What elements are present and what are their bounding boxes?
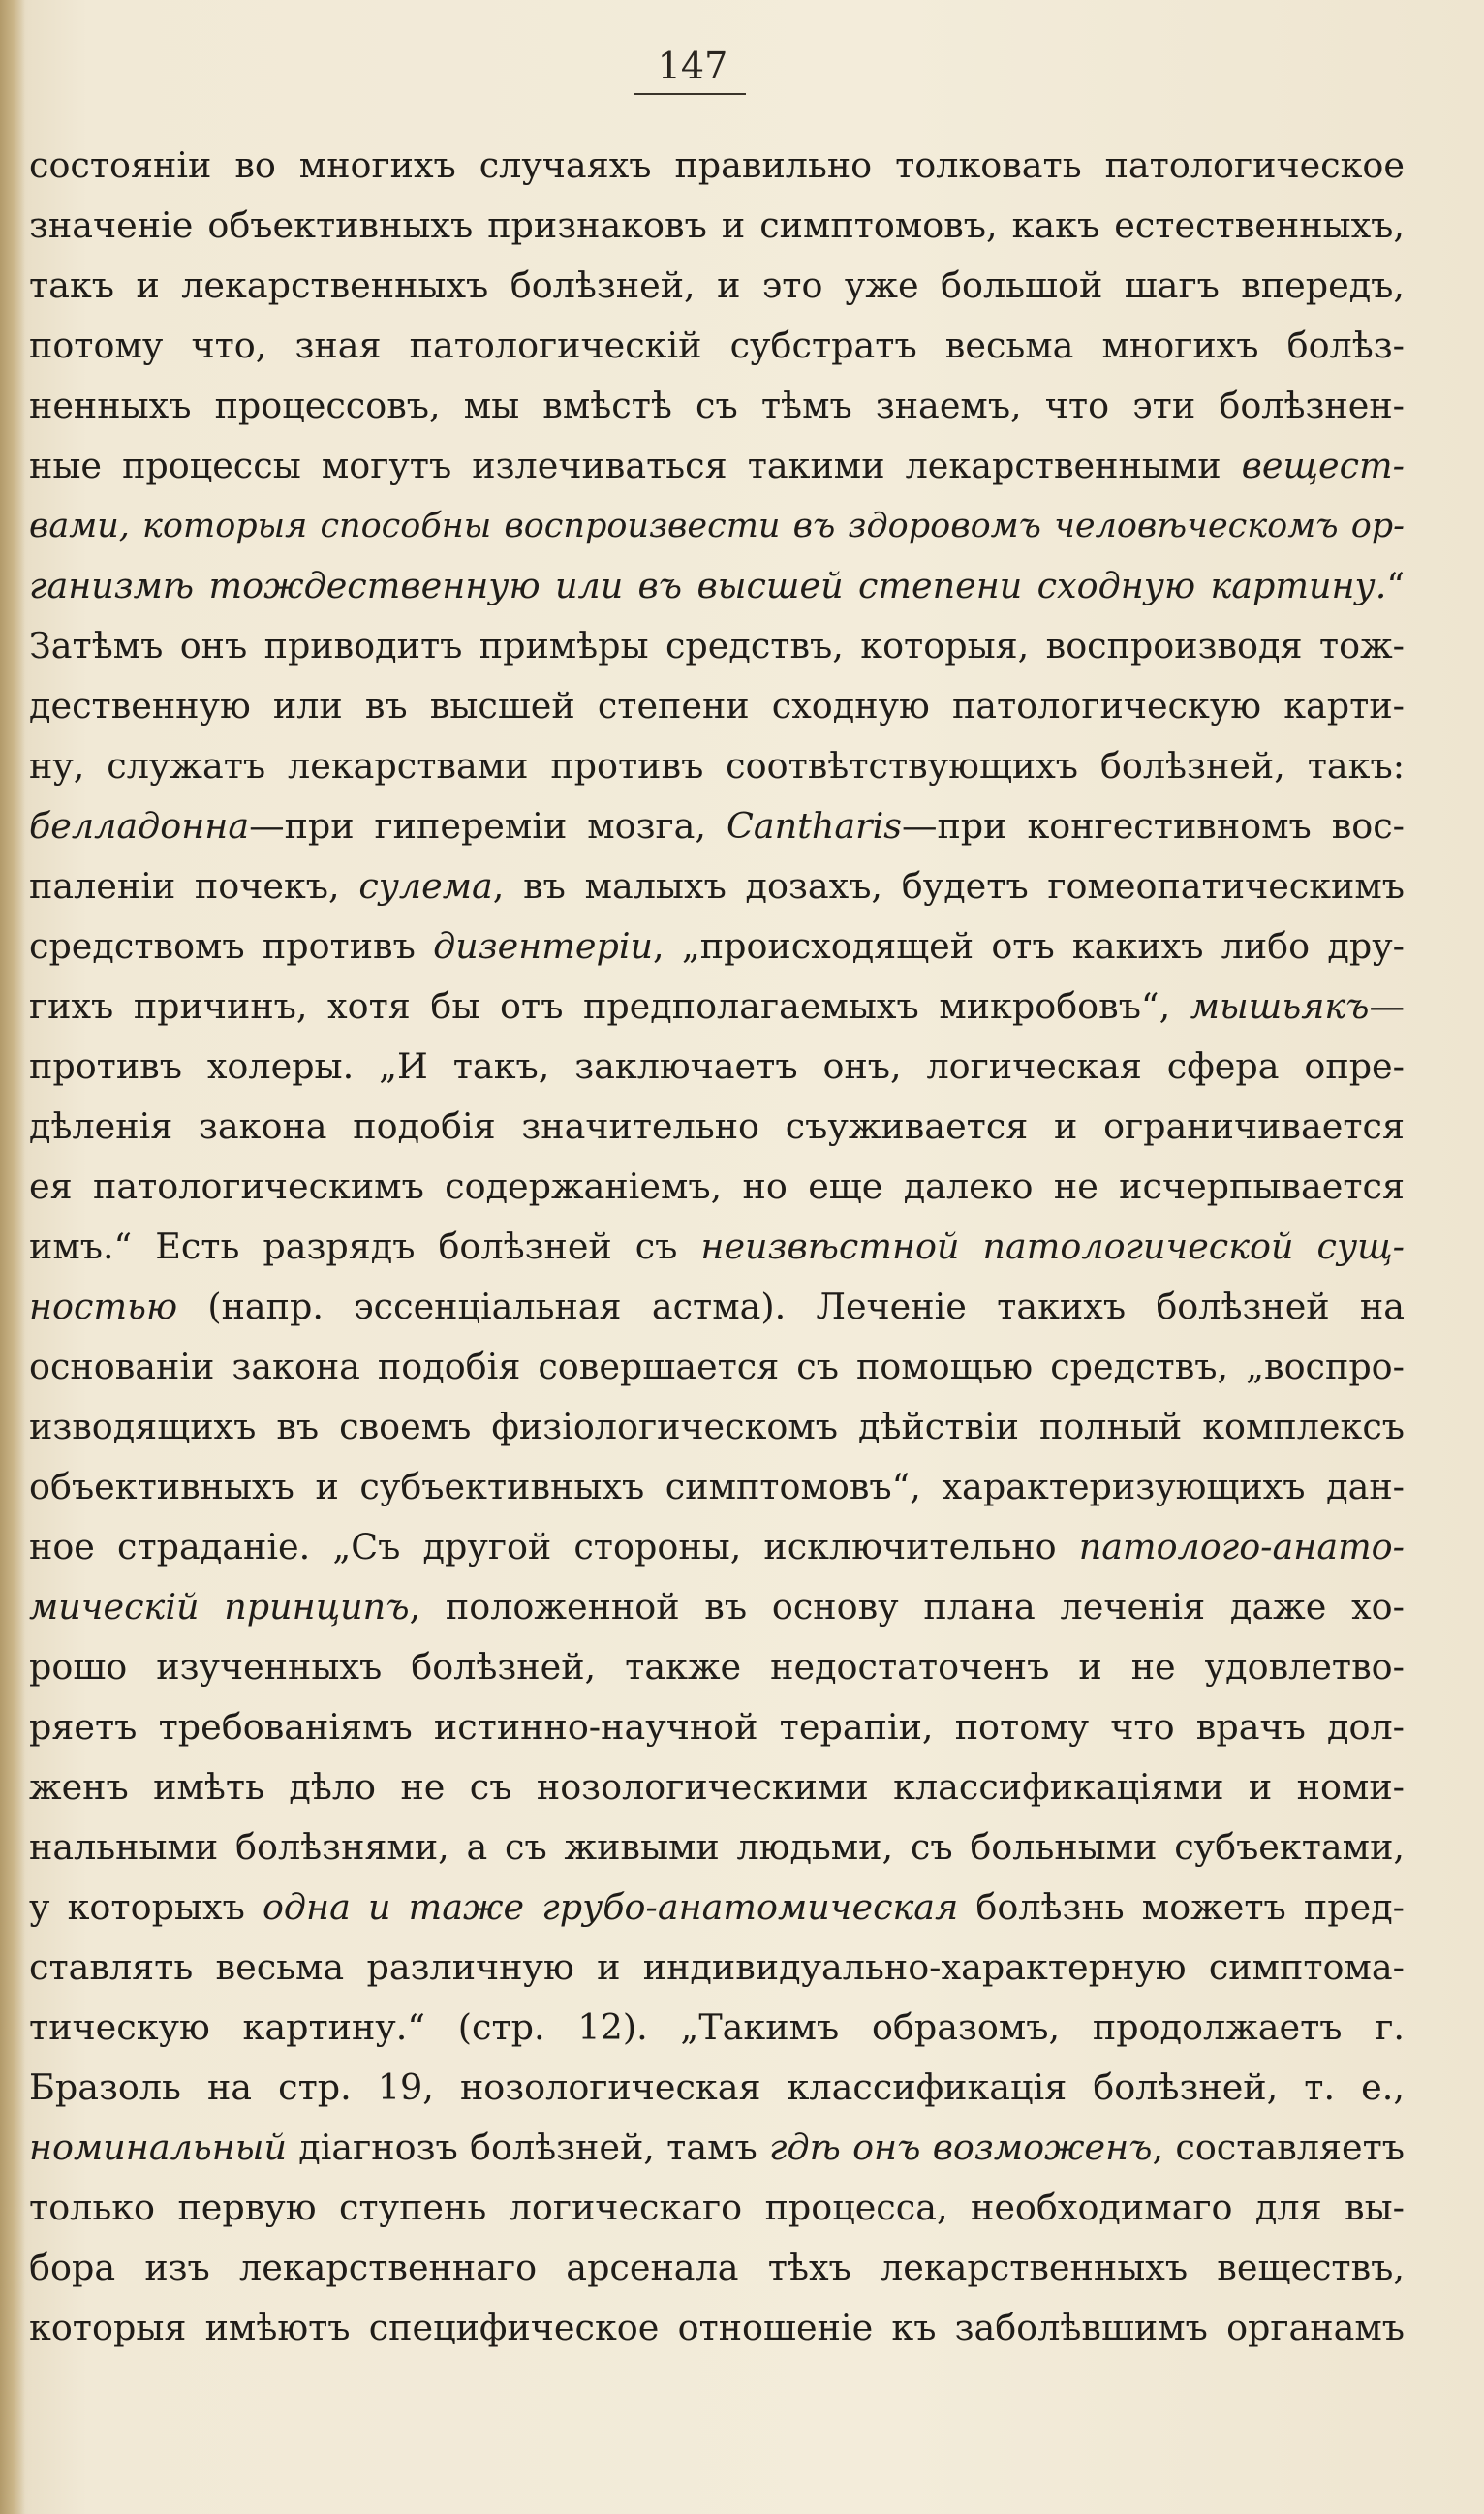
- text-segment: , въ малыхъ дозахъ, будетъ гомеопатическимъ: [492, 865, 1405, 907]
- text-segment: ное страданіе. „Съ другой стороны, исключительно: [29, 1526, 1079, 1567]
- italic-text-segment: ганизмѣ тождественную или въ высшей степени сходную картину.: [29, 565, 1387, 606]
- text-segment: Затѣмъ онъ приводитъ примѣры средствъ, которыя, воспроизводя тож-: [29, 625, 1405, 667]
- text-line: [29, 136, 1405, 196]
- text-line: [29, 1577, 1405, 1637]
- text-segment: имъ.“ Есть разрядъ болѣзней съ: [29, 1226, 701, 1267]
- text-segment: —при гипереміи мозга,: [249, 805, 727, 847]
- text-line: [29, 2118, 1405, 2178]
- page-gutter: [0, 0, 25, 2514]
- text-line: [29, 2298, 1405, 2358]
- text-segment: только первую ступень логическаго процесса, необходимаго для вы-: [29, 2187, 1405, 2228]
- text-segment: такъ и лекарственныхъ болѣзней, и это уже большой шагъ впередъ,: [29, 264, 1405, 306]
- page-number-rule: [634, 93, 746, 95]
- italic-text-segment: ностью: [29, 1286, 178, 1327]
- text-line: [29, 916, 1405, 977]
- text-segment: бора изъ лекарственнаго арсенала тѣхъ лекарственныхъ веществъ,: [29, 2247, 1405, 2288]
- text-line: [29, 1517, 1405, 1577]
- text-line: [29, 196, 1405, 256]
- italic-text-segment: одна и таже грубо-анатомическая: [262, 1886, 959, 1928]
- text-segment: “: [1386, 565, 1405, 606]
- italic-text-segment: вами, которыя способны воспроизвести въ здоровомъ человѣческомъ ор-: [29, 507, 1405, 545]
- text-line: [29, 1757, 1405, 1817]
- text-segment: которыя имѣютъ специфическое отношеніе къ заболѣвшимъ органамъ: [29, 2307, 1405, 2348]
- italic-text-segment: патолого-анато-: [1078, 1526, 1405, 1567]
- text-line: [29, 977, 1405, 1037]
- text-line: [29, 1637, 1405, 1697]
- text-segment: женъ имѣть дѣло не съ нозологическими классификаціями и номи-: [29, 1766, 1405, 1808]
- text-line: [29, 376, 1405, 436]
- text-segment: ну, служатъ лекарствами противъ соотвѣтствующихъ болѣзней, такъ:: [29, 745, 1405, 787]
- text-segment: —при конгестивномъ вос-: [901, 805, 1405, 847]
- italic-text-segment: сулема: [358, 865, 493, 907]
- text-line: [29, 1037, 1405, 1097]
- page-number: 147: [657, 45, 728, 87]
- text-segment: ставлять весьма различную и индивидуально-характерную симптома-: [29, 1946, 1405, 1988]
- text-line: [29, 496, 1405, 556]
- text-line: [29, 1697, 1405, 1757]
- italic-text-segment: мическій принципъ: [29, 1586, 410, 1628]
- text-segment: основаніи закона подобія совершается съ помощью средствъ, „воспро-: [29, 1346, 1405, 1387]
- italic-text-segment: дизентеріи: [433, 925, 654, 967]
- text-line: [29, 2238, 1405, 2298]
- italic-text-segment: мышьякъ: [1190, 985, 1370, 1027]
- text-segment: Бразоль на стр. 19, нозологическая классификація болѣзней, т. е.,: [29, 2066, 1405, 2108]
- body-text: [29, 136, 1405, 2358]
- text-line: [29, 316, 1405, 376]
- text-line: [29, 2058, 1405, 2118]
- text-segment: ея патологическимъ содержаніемъ, но еще далеко не исчерпывается: [29, 1165, 1405, 1207]
- text-segment: діагнозъ болѣзней, тамъ: [286, 2126, 770, 2168]
- text-segment: объективныхъ и субъективныхъ симптомовъ“, характеризующихъ дан-: [29, 1466, 1405, 1507]
- text-segment: рошо изученныхъ болѣзней, также недостаточенъ и не удовлетво-: [29, 1646, 1405, 1688]
- text-segment: —: [1369, 985, 1405, 1027]
- text-segment: ненныхъ процессовъ, мы вмѣстѣ съ тѣмъ знаемъ, что эти болѣзнен-: [29, 385, 1405, 426]
- text-line: [29, 1217, 1405, 1277]
- text-segment: средствомъ противъ: [29, 925, 434, 967]
- text-line: [29, 2178, 1405, 2238]
- text-segment: , „происходящей отъ какихъ либо дру-: [653, 925, 1405, 967]
- text-line: [29, 1277, 1405, 1337]
- text-segment: тическую картину.“ (стр. 12). „Такимъ образомъ, продолжаетъ г.: [29, 2006, 1405, 2048]
- text-segment: значеніе объективныхъ признаковъ и симптомовъ, какъ естественныхъ,: [29, 204, 1405, 246]
- italic-text-segment: номинальный: [29, 2126, 287, 2168]
- text-line: [29, 1097, 1405, 1157]
- italic-text-segment: неизвѣстной патологической сущ-: [700, 1226, 1405, 1267]
- italic-text-segment: вещест-: [1241, 445, 1405, 486]
- text-line: [29, 856, 1405, 916]
- text-line: [29, 1817, 1405, 1878]
- text-segment: у которыхъ: [29, 1886, 263, 1928]
- text-line: [29, 436, 1405, 496]
- text-segment: дѣленія закона подобія значительно съуживается и ограничивается: [29, 1105, 1405, 1147]
- text-segment: гихъ причинъ, хотя бы отъ предполагаемыхъ микробовъ“,: [29, 985, 1190, 1027]
- text-line: [29, 676, 1405, 736]
- text-segment: ные процессы могутъ излечиваться такими лекарственными: [29, 445, 1242, 486]
- text-segment: ряетъ требованіямъ истинно-научной терапіи, потому что врачъ дол-: [29, 1706, 1405, 1748]
- text-line: [29, 1998, 1405, 2058]
- text-line: [29, 1938, 1405, 1998]
- text-line: [29, 736, 1405, 796]
- text-segment: потому что, зная патологическій субстратъ весьма многихъ болѣз-: [29, 325, 1405, 366]
- text-segment: изводящихъ въ своемъ физіологическомъ дѣйствіи полный комплексъ: [29, 1406, 1405, 1447]
- text-segment: дественную или въ высшей степени сходную патологическую карти-: [29, 685, 1405, 727]
- text-segment: болѣзнь можетъ пред-: [958, 1886, 1405, 1928]
- text-segment: противъ холеры. „И такъ, заключаетъ онъ, логическая сфера опре-: [29, 1045, 1405, 1087]
- italic-text-segment: гдѣ онъ возможенъ: [769, 2126, 1153, 2168]
- text-segment: , положенной въ основу плана леченія даже хо-: [409, 1586, 1405, 1628]
- text-segment: паленіи почекъ,: [29, 865, 359, 907]
- text-line: [29, 256, 1405, 316]
- text-line: [29, 1397, 1405, 1457]
- italic-text-segment: Cantharis: [726, 805, 902, 847]
- text-line: [29, 1878, 1405, 1938]
- text-line: [29, 616, 1405, 676]
- italic-text-segment: белладонна: [29, 805, 250, 847]
- text-segment: нальными болѣзнями, а съ живыми людьми, съ больными субъектами,: [29, 1826, 1405, 1868]
- text-line: [29, 1457, 1405, 1517]
- text-line: [29, 1337, 1405, 1397]
- text-line: [29, 1157, 1405, 1217]
- text-segment: состояніи во многихъ случаяхъ правильно толковать патологическое: [29, 144, 1405, 186]
- text-segment: , составляетъ: [1152, 2126, 1405, 2168]
- text-line: [29, 556, 1405, 616]
- text-line: [29, 796, 1405, 856]
- text-segment: (напр. эссенціальная астма). Леченіе такихъ болѣзней на: [177, 1286, 1405, 1327]
